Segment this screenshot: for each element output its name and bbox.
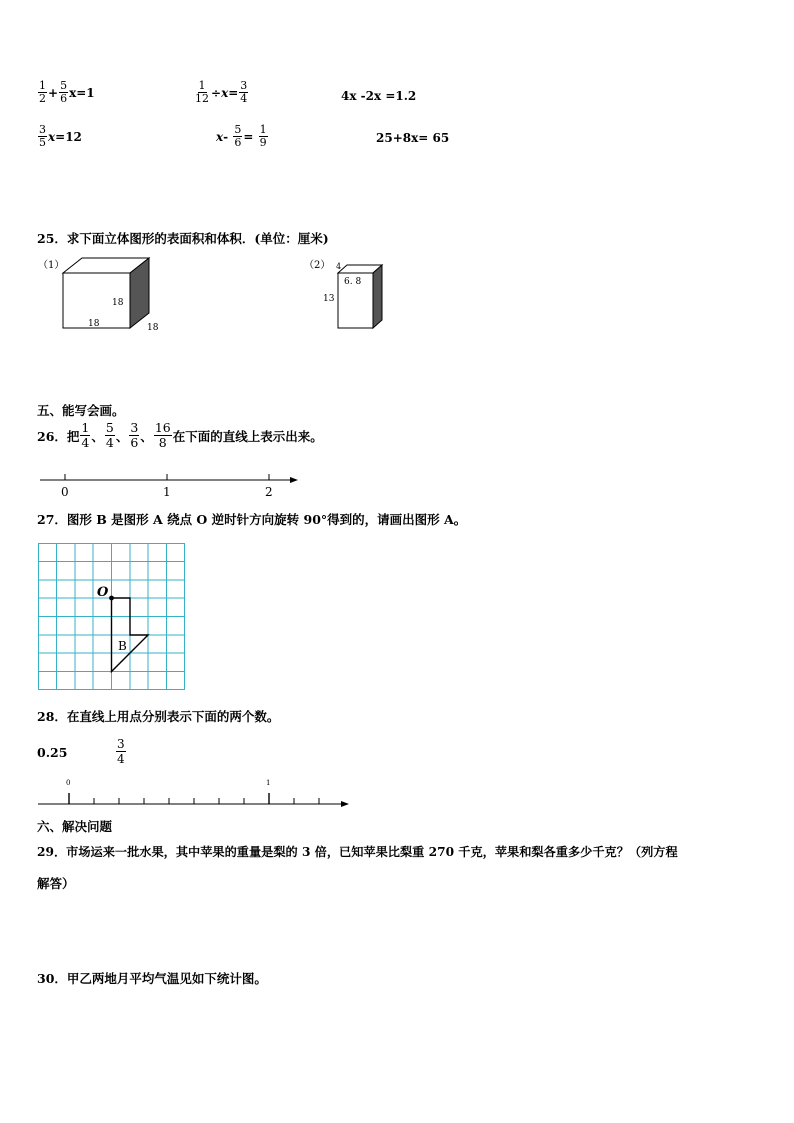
equation-4: $\frac{3}{5}$ x =12	[39, 123, 82, 149]
number-line-26	[36, 470, 306, 502]
figure-1-side-dim: 18	[147, 323, 159, 333]
point-o-label: O	[97, 585, 109, 600]
section-6-heading: 六、解决问题	[37, 819, 113, 834]
equation-3: 4x -2x =1.2	[341, 89, 417, 103]
tick-label-1: 1	[266, 779, 271, 787]
question-25-text: 25．求下面立体图形的表面积和体积．(单位：厘米)	[37, 231, 329, 246]
section-5-heading: 五、能写会画。	[37, 403, 125, 418]
question-30-text: 30．甲乙两地月平均气温见如下统计图。	[37, 971, 267, 986]
question-26-text: 26．把 $\frac{1}{4}$ 、 $\frac{5}{4}$ 、 $\frac{3}{6}$ 、 $\frac{16}{8}$ 在下面的直线上表示出来。	[37, 420, 323, 450]
figure-2-top-dim: 4	[336, 262, 342, 271]
equation-2: $\frac{1}{12}$ ÷ x = $\frac{3}{4}$	[195, 79, 248, 105]
equation-1: $\frac{1}{2}$ + $\frac{5}{6}$ x=1	[39, 79, 95, 105]
question-27-text: 27．图形 B 是图形 A 绕点 O 逆时针方向旋转 90°得到的，请画出图形 A。	[37, 512, 467, 527]
figure-1-label: （1）	[38, 260, 65, 271]
figure-2-label: （2）	[304, 260, 331, 271]
figure-1-front-dim: 18	[112, 298, 124, 308]
value-three-quarters: $\frac{3}{4}$	[117, 737, 125, 766]
tick-label-2: 2	[265, 485, 273, 499]
question-29-line-2: 解答）	[37, 876, 75, 891]
tick-label-0: 0	[66, 779, 71, 787]
cuboid-figure-1	[30, 250, 180, 340]
point-o	[109, 596, 114, 601]
equation-5: x - $\frac{5}{6}$ = $\frac{1}{9}$	[216, 123, 267, 149]
number-line-28	[36, 775, 356, 809]
cuboid-figure-2	[298, 254, 398, 334]
question-29-line-1: 29．市场运来一批水果，其中苹果的重量是梨的 3 倍，已知苹果比梨重 270 千克，苹果和梨各重多少千克？（列方程	[37, 845, 678, 859]
value-0-25: 0.25	[37, 745, 68, 760]
figure-1-bottom-dim: 18	[88, 319, 100, 329]
shape-b-label: B	[118, 639, 127, 653]
rotation-grid	[38, 543, 188, 693]
figure-2-width-dim: 6. 8	[344, 277, 362, 287]
tick-label-0: 0	[61, 485, 69, 499]
figure-2-height-dim: 13	[323, 294, 335, 304]
tick-label-1: 1	[163, 485, 171, 499]
equation-6: 25+8x= 65	[376, 131, 450, 145]
question-28-text: 28．在直线上用点分别表示下面的两个数。	[37, 709, 280, 724]
